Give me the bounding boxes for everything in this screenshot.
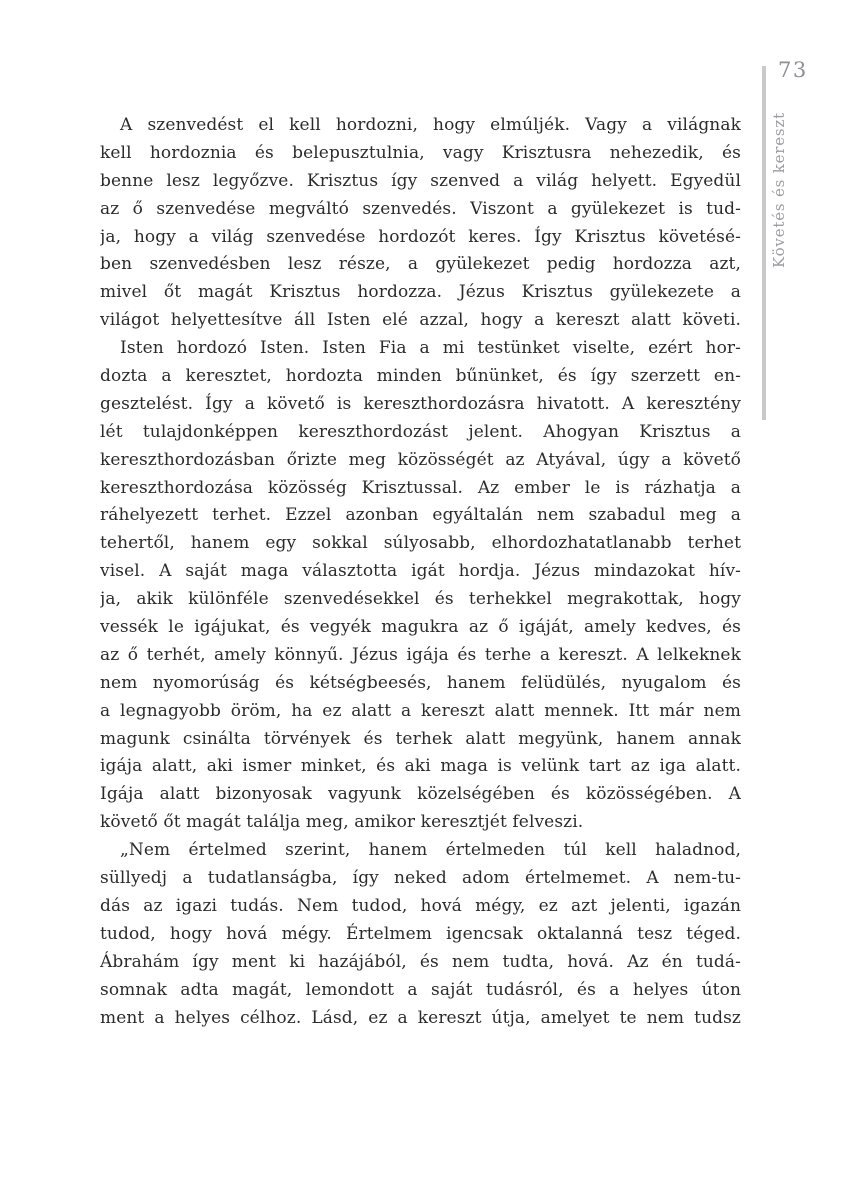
text-line: ráhelyezett terhet. Ezzel azonban egyáltalán nem szabadul meg a <box>100 505 741 526</box>
page-number: 73 <box>778 58 808 82</box>
text-line: Ábrahám így ment ki hazájából, és nem tudta, hová. Az én tudá- <box>100 951 741 972</box>
text-line: Isten hordozó Isten. Isten Fia a mi testünket viselte, ezért hor- <box>120 338 741 359</box>
text-line: kereszthordozásban őrizte meg közösségét az Atyával, úgy a követő <box>100 449 741 470</box>
text-line: vessék le igájukat, és vegyék magukra az ő igáját, amely kedves, és <box>100 617 741 638</box>
text-line: süllyedj a tudatlanságba, így neked adom értelmemet. A nem-tu- <box>100 868 741 889</box>
text-line: a legnagyobb öröm, ha ez alatt a kereszt alatt mennek. Itt már nem <box>100 700 741 721</box>
text-line: dás az igazi tudás. Nem tudod, hová mégy, ez azt jelenti, igazán <box>100 895 741 916</box>
text-line: somnak adta magát, lemondott a saját tudásról, és a helyes úton <box>100 979 741 1000</box>
text-line: A szenvedést el kell hordozni, hogy elmúljék. Vagy a világnak <box>120 115 741 135</box>
text-line: Igája alatt bizonyosak vagyunk közelségében és közösségében. A <box>100 784 741 805</box>
margin-rule <box>762 66 766 420</box>
text-line: mivel őt magát Krisztus hordozza. Jézus Krisztus gyülekezete a <box>100 282 741 303</box>
text-line: igája alatt, aki ismer minket, és aki maga is velünk tart az iga alatt. <box>100 756 741 777</box>
text-line: ja, akik különféle szenvedésekkel és terhekkel megrakottak, hogy <box>100 589 741 610</box>
body-text <box>100 112 741 1032</box>
text-line: az ő terhét, amely könnyű. Jézus igája és terhe a kereszt. A lelkeknek <box>100 644 741 665</box>
text-line: gesztelést. Így a követő is kereszthordozásra hivatott. A keresztény <box>100 393 741 414</box>
text-line: ja, hogy a világ szenvedése hordozót keres. Így Krisztus követésé- <box>100 226 741 247</box>
text-line: magunk csinálta törvények és terhek alatt megyünk, hanem annak <box>100 728 741 749</box>
text-line: lét tulajdonképpen kereszthordozást jelent. Ahogyan Krisztus a <box>100 421 741 442</box>
text-line: kell hordoznia és belepusztulnia, vagy Krisztusra nehezedik, és <box>100 142 741 163</box>
text-line: visel. A saját maga választotta igát hordja. Jézus mindazokat hív- <box>100 561 741 582</box>
text-line: ben szenvedésben lesz része, a gyülekezet pedig hordozza azt, <box>100 254 741 275</box>
text-line: ment a helyes célhoz. Lásd, ez a kereszt útja, amelyet te nem tudsz <box>100 1007 741 1028</box>
text-line: követő őt magát találja meg, amikor keresztjét felveszi. <box>100 812 584 833</box>
text-line: világot helyettesítve áll Isten elé azzal, hogy a kereszt alatt követi. <box>100 310 741 331</box>
text-line: tudod, hogy hová mégy. Értelmem igencsak oktalanná tesz téged. <box>100 923 741 944</box>
text-line: nem nyomorúság és kétségbeesés, hanem felüdülés, nyugalom és <box>100 672 741 693</box>
text-line: kereszthordozása közösség Krisztussal. Az ember le is rázhatja a <box>100 477 741 498</box>
text-line: benne lesz legyőzve. Krisztus így szenved a világ helyett. Egyedül <box>100 170 741 191</box>
margin-title: Követés és kereszt <box>770 112 788 268</box>
text-line: dozta a keresztet, hordozta minden bűnünket, és így szerzett en- <box>100 366 741 387</box>
text-line: tehertől, hanem egy sokkal súlyosabb, elhordozhatatlanabb terhet <box>100 533 741 554</box>
text-line: „Nem értelmed szerint, hanem értelmeden túl kell haladnod, <box>120 840 741 861</box>
text-line: az ő szenvedése megváltó szenvedés. Viszont a gyülekezet is tud- <box>100 198 741 219</box>
